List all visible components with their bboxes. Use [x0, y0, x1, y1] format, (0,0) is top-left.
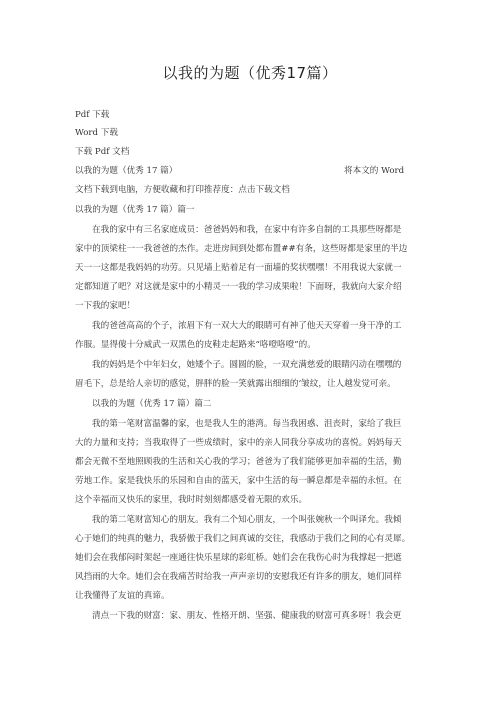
- paragraph-line: 清点一下我的财富：家、朋友、性格开朗、坚强、健康我的财富可真多呀！我会更: [92, 611, 402, 621]
- download-prompt[interactable]: 文档下载到电脑，方便收藏和打印推荐度：点击下载文档: [75, 185, 290, 195]
- paragraph-line: 都会无微不至地照顾我的生活和关心我的学习；爸爸为了我们能够更加幸福的生活，勤: [75, 457, 402, 467]
- paragraph-line: 眉毛下，总是给人亲切的感觉，胖胖的脸一笑就露出细细的‘皱纹，让人越发觉可亲。: [75, 379, 396, 389]
- section-heading-2: 以我的为题（优秀 17 篇）篇二: [92, 399, 212, 409]
- paragraph-line: 让我懂得了友谊的真谛。: [75, 591, 170, 601]
- download-pdf-doc-link[interactable]: 下载 Pdf 文档: [75, 147, 130, 157]
- paragraph-line: 我的第一笔财富温馨的家，也是我人生的港湾。每当我困惑、沮丧时，家给了我巨: [92, 419, 402, 429]
- paragraph-line: 她们会在我郁闷时架起一座通往快乐星球的彩虹桥。她们会在我伤心时为我撑起一把遮: [75, 553, 402, 563]
- paragraph-line: 这个幸福而又快乐的家里，我时时刻刻都感受着无限的欢乐。: [75, 495, 308, 505]
- doc-name-line: 以我的为题（优秀 17 篇）: [75, 166, 178, 176]
- paragraph-line: 我的爸爸高高的个子，浓眉下有一双大大的眼睛可有神了他天天穿着一身干净的工: [92, 321, 402, 331]
- section-heading-1: 以我的为题（优秀 17 篇）篇一: [75, 205, 195, 215]
- paragraph-line: 家中的顶梁柱一一我爸爸的杰作。走进房间到处都布置##有条，这些呀都是家里的半边: [75, 244, 408, 254]
- word-note: 将本文的 Word: [344, 166, 405, 176]
- paragraph-line: 一下我的家吧！: [75, 301, 136, 311]
- paragraph-line: 大的力量和支持；当我取得了一些成绩时，家中的亲人同我分享成功的喜悦。妈妈每天: [75, 438, 402, 448]
- document-title: 以我的为题（优秀17篇）: [162, 64, 338, 82]
- paragraph-line: 定都知道了吧？对这就是家中的小精灵一一我的学习成果啦！下面呀，我就向大家介绍: [75, 282, 402, 292]
- paragraph-line: 我的第二笔财富知心的朋友。我有二个知心朋友，一个叫张婉秋一个叫译允。我倾: [92, 515, 402, 525]
- paragraph-line: 心于她们的纯真的魅力，我骄傲于我们之间真诚的交往，我感动于我们之间的心有灵犀。: [75, 534, 411, 544]
- paragraph-line: 我的妈妈是个中年妇女，她矮个子。圆圆的脸，一双充满慈爱的眼睛闪动在嘿嘿的: [92, 360, 402, 370]
- paragraph-line: 劳地工作。家是我快乐的乐园和自由的蓝天，家中生活的每一瞬息都是幸福的永恒。在: [75, 476, 402, 486]
- pdf-download-link[interactable]: Pdf 下载: [75, 110, 110, 120]
- paragraph-line: 作服。显得傻十分威武一双黑色的皮鞋走起路来“咯噔咯噔”的。: [75, 340, 316, 350]
- paragraph-line: 天一一这都是我妈妈的功劳。只见墙上贴着足有一面墙的奖状嘿嘿！不用我说大家就一: [75, 263, 402, 273]
- word-download-link[interactable]: Word 下载: [75, 128, 118, 138]
- paragraph-line: 风挡雨的大伞。她们会在我痛苦时给我一声声亲切的安慰我还有许多的朋友，她们同样: [75, 572, 402, 582]
- paragraph-line: 在我的家中有三名家庭成员：爸爸妈妈和我，在家中有许多自制的工具那些呀都是: [92, 225, 402, 235]
